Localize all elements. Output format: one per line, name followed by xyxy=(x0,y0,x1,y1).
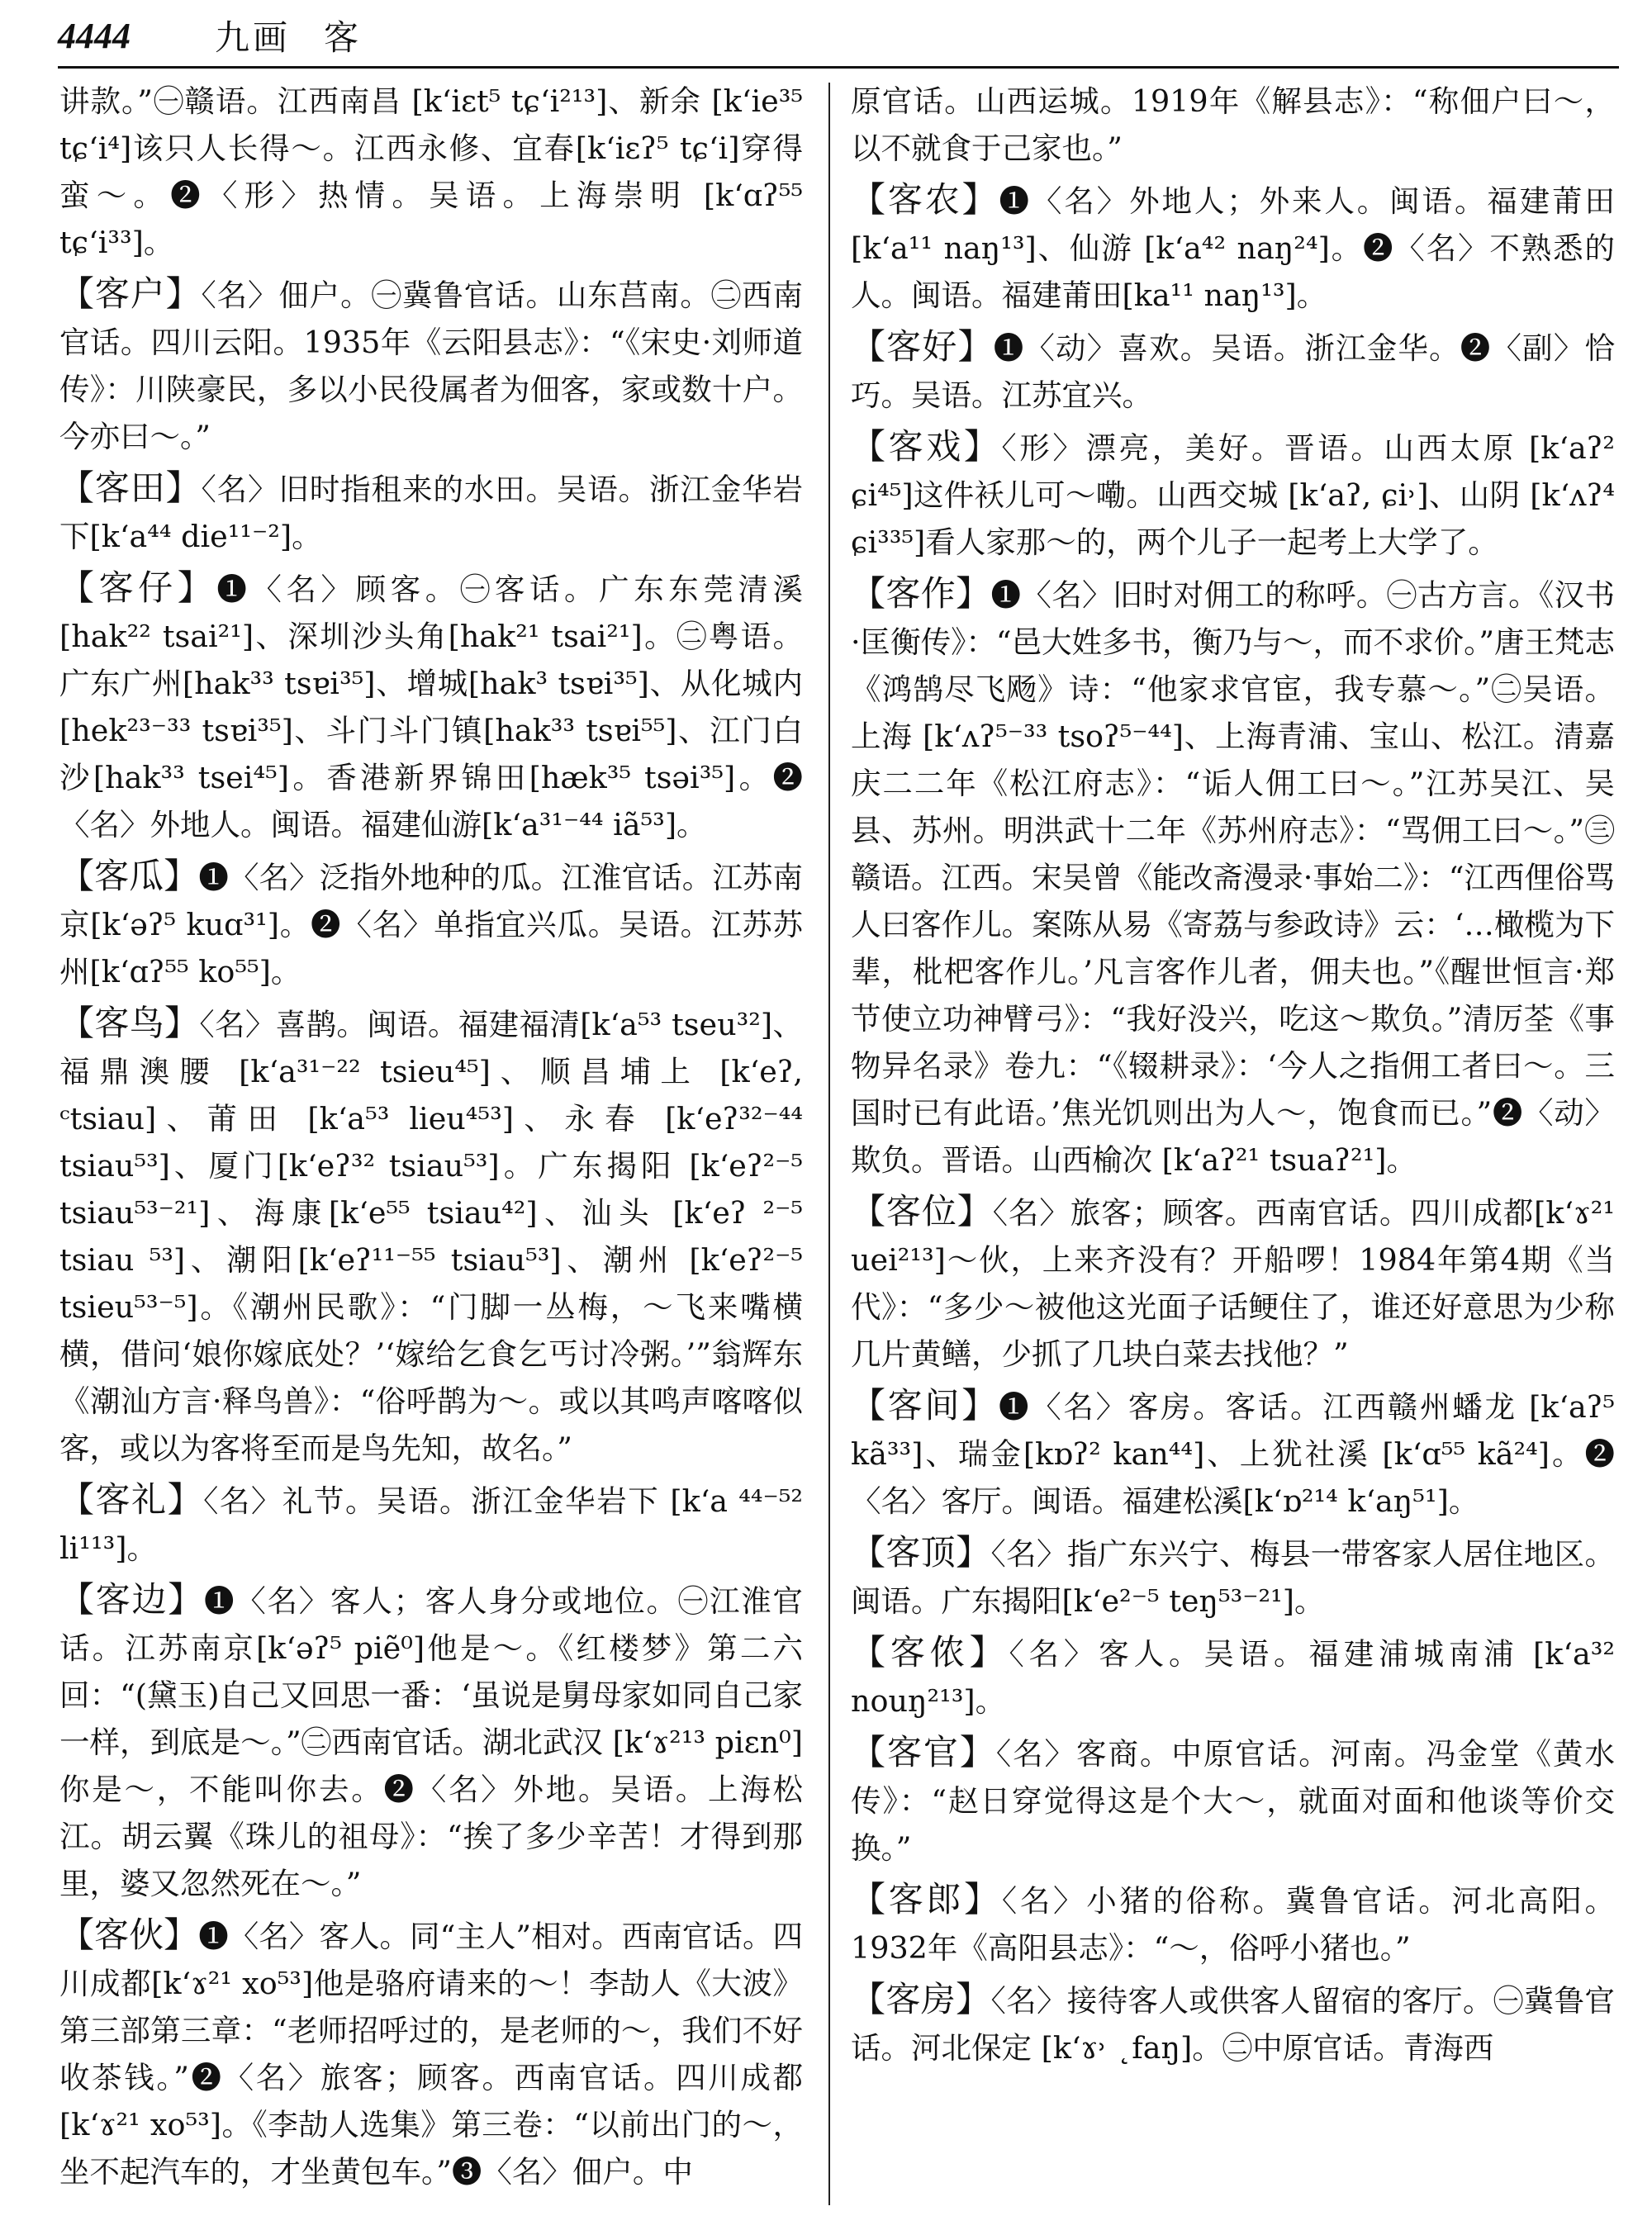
entry xyxy=(59,464,803,560)
entry xyxy=(59,1911,803,2195)
entry-text: ❶〈名〉客人；客人身分或地位。㊀江淮官话。江苏南京[k‘əʔ⁵ piẽ⁰]他是～。《红楼梦》第二六回：“(黛玉)自己又回思一番：‘虽说是舅母家如同自己家一样，到底是～。”㊁西南官话。湖北武汉 [k‘ɤ²¹³ piɛn⁰]你是～，不能叫你去。❷〈名〉外地。吴语。上海松江。胡云翼《珠儿的祖母》：“挨了多少辛苦！才得到那里，婆又忽然死在～。” xyxy=(59,1583,803,1901)
entry xyxy=(851,1382,1615,1525)
header-character: 客 xyxy=(324,17,359,58)
entry-text: ❶〈名〉顾客。㊀客话。广东东莞清溪 [hak²² tsai²¹]、深圳沙头角[hak²¹ tsai²¹]。㊁粤语。广东广州[hak³³ tsɐi³⁵]、增城[hak³ tsɐi³⁵]、从化城内[hek²³⁻³³ tsɐi³⁵]、斗门斗门镇[hak³³ tsɐi⁵⁵]、江门白沙[hak³³ tsei⁴⁵]。香港新界锦田[hæk³⁵ tsəi³⁵]。❷〈名〉外地人。闽语。福建仙游[k‘a³¹⁻⁴⁴ iã⁵³]。 xyxy=(59,572,803,842)
entry-headword: 【客礼】 xyxy=(59,1479,204,1520)
entry-headword: 【客房】 xyxy=(851,1979,991,2019)
right-column xyxy=(851,76,1615,2215)
entry-text: 〈名〉指广东兴宁、梅县一带客家人居住地区。闽语。广东揭阳[k‘e²⁻⁵ teŋ⁵³⁻²¹]。 xyxy=(851,1536,1615,1619)
entry-headword: 【客间】 xyxy=(851,1385,999,1426)
entry xyxy=(59,1576,803,1907)
entry-headword: 【客边】 xyxy=(59,1579,204,1620)
entry-headword: 【客瓜】 xyxy=(59,856,199,896)
entry-text: 〈名〉喜鹊。闽语。福建福清[k‘a⁵³ tseu³²]、福鼎澳腰 [k‘a³¹⁻²² tsieu⁴⁵]、顺昌埔上 [k‘eʔ, ᶜtsiau]、莆田 [k‘a⁵³ lieu⁴⁵³]、永春 [k‘eʔ³²⁻⁴⁴ tsiau⁵³]、厦门[k‘eʔ³² tsiau⁵³]。广东揭阳 [k‘eʔ²⁻⁵ tsiau⁵³⁻²¹]、海康[k‘e⁵⁵ tsiau⁴²]、汕头 [k‘eʔ ²⁻⁵ tsiau ⁵³]、潮阳[k‘eʔ¹¹⁻⁵⁵ tsiau⁵³]、潮州 [k‘eʔ²⁻⁵ tsieu⁵³⁻⁵]。《潮州民歌》：“门脚一丛梅，～飞来嘴横横，借问‘娘你嫁底处？’‘嫁给乞食乞丐讨冷粥。’”翁辉东《潮汕方言·释鸟兽》：“俗呼鹊为～。或以其鸣声喀喀似客，或以为客将至而是鸟先知，故名。” xyxy=(59,1007,803,1466)
entry xyxy=(851,323,1615,419)
entry-text: 〈名〉小猪的俗称。冀鲁官话。河北高阳。1932年《高阳县志》：“～，俗呼小猪也。” xyxy=(851,1883,1615,1966)
entry-text: 讲款。”㊀赣语。江西南昌 [k‘iɛt⁵ tɕ‘i²¹³]、新余 [k‘ie³⁵ tɕ‘i⁴]该只人长得～。江西永修、宜春[k‘iɛʔ⁵ tɕ‘i]穿得蛮～。❷〈形〉热情。吴语。上海崇明 [k‘ɑʔ⁵⁵ tɕ‘i³³]。 xyxy=(59,83,803,260)
entry-text: 〈名〉旧时指租来的水田。吴语。浙江金华岩下[k‘a⁴⁴ die¹¹⁻²]。 xyxy=(59,472,803,554)
entry xyxy=(851,1529,1615,1625)
entry xyxy=(59,76,803,266)
entry-headword: 【客田】 xyxy=(59,467,202,508)
left-column xyxy=(59,76,803,2215)
entry-headword: 【客作】 xyxy=(851,573,991,614)
entry-headword: 【客顶】 xyxy=(851,1532,991,1573)
entry-text: ❶〈名〉泛指外地种的瓜。江淮官话。江苏南京[k‘əʔ⁵ kuɑ³¹]。❷〈名〉单指宜兴瓜。吴语。江苏苏州[k‘ɑʔ⁵⁵ ko⁵⁵]。 xyxy=(59,860,803,989)
entry xyxy=(851,1876,1615,1971)
entry xyxy=(59,852,803,995)
entry-text: ❶〈名〉客人。同“主人”相对。西南官话。四川成都[k‘ɤ²¹ xo⁵³]他是骆府请来的～！李劼人《大波》第三部第三章：“老师招呼过的，是老师的～，我们不好收茶钱。”❷〈名〉旅客；顾客。西南官话。四川成都[k‘ɤ²¹ xo⁵³]。《李劼人选集》第三卷：“以前出门的～，坐不起汽车的，才坐黄包车。”❸〈名〉佃户。中 xyxy=(59,1919,803,2190)
entry-headword: 【客好】 xyxy=(851,326,994,367)
entry xyxy=(59,564,803,848)
entry-headword: 【客仔】 xyxy=(59,567,217,608)
entry xyxy=(59,270,803,460)
entry xyxy=(851,176,1615,319)
entry xyxy=(851,570,1615,1184)
entry-text: ❶〈动〉喜欢。吴语。浙江金华。❷〈副〉恰巧。吴语。江苏宜兴。 xyxy=(851,330,1615,413)
entry xyxy=(851,423,1615,566)
header-rule xyxy=(58,66,1619,69)
entry xyxy=(851,76,1615,172)
entry-text: ❶〈名〉旧时对佣工的称呼。㊀古方言。《汉书·匡衡传》：“邑大姓多书，衡乃与～，而不求价。”唐王梵志《鸿鹄尽飞飏》诗：“他家求官宦，我专慕～。”㊁吴语。上海 [k‘ʌʔ⁵⁻³³ tsoʔ⁵⁻⁴⁴]、上海青浦、宝山、松江。清嘉庆二二年《松江府志》：“诟人佣工曰～。”江苏吴江、吴县、苏州。明洪武十二年《苏州府志》：“骂佣工曰～。”㊂赣语。江西。宋吴曾《能改斋漫录·事始二》：“江西俚俗骂人曰客作儿。案陈从易《寄荔与参政诗》云：‘…橄榄为下辈，枇杷客作儿。’凡言客作儿者，佣夫也。”《醒世恒言·郑节使立功神臂弓》：“我好没兴，吃这～欺负。”清厉荃《事物异名录》卷九：“《辍耕录》：‘今人之指佣工者曰～。三国时已有此语。’焦光饥则出为人～，饱食而已。”❷〈动〉欺负。晋语。山西榆次 [k‘aʔ²¹ tsuaʔ²¹]。 xyxy=(851,577,1615,1178)
entry-headword: 【客官】 xyxy=(851,1732,996,1772)
entry-headword: 【客伙】 xyxy=(59,1914,199,1955)
entry-text: 〈名〉客人。吴语。福建浦城南浦 [k‘a³² nouŋ²¹³]。 xyxy=(851,1636,1615,1719)
entry-text: ❶〈名〉客房。客话。江西赣州蟠龙 [k‘aʔ⁵ kã³³]、瑞金[kɒʔ² kan⁴⁴]、上犹社溪 [k‘ɑ⁵⁵ kã²⁴]。❷〈名〉客厅。闽语。福建松溪[k‘ɒ²¹⁴ k‘aŋ⁵¹]。 xyxy=(851,1389,1615,1519)
entry xyxy=(851,1976,1615,2071)
entry xyxy=(851,1729,1615,1872)
entry-text: 〈形〉漂亮，美好。晋语。山西太原 [k‘aʔ² ɕi⁴⁵]这件袄儿可～嘞。山西交城 [k‘aʔ, ɕi˒]、山阴 [k‘ʌʔ⁴ ɕi³³⁵]看人家那～的，两个儿子一起考上大学了。 xyxy=(851,430,1615,560)
entry-text: 〈名〉接待客人或供客人留宿的客厅。㊀冀鲁官话。河北保定 [k‘ɤ˒ ˛faŋ]。㊁中原官话。青海西 xyxy=(851,1983,1615,2066)
entry xyxy=(59,999,803,1472)
page-number: 4444 xyxy=(58,15,131,56)
entry-headword: 【客侬】 xyxy=(851,1632,1009,1672)
entry-headword: 【客农】 xyxy=(851,179,999,220)
entry xyxy=(851,1629,1615,1725)
page-header xyxy=(58,7,1627,64)
entry-text: 〈名〉旅客；顾客。西南官话。四川成都[k‘ɤ²¹ uei²¹³]～伙，上来齐没有？开船啰！1984年第4期《当代》：“多少～被他这光面子话鲠住了，谁还好意思为少称几片黄鳝，少抓了几块白菜去找他？” xyxy=(851,1195,1615,1372)
entry-text: ❶〈名〉外地人；外来人。闽语。福建莆田[k‘a¹¹ naŋ¹³]、仙游 [k‘a⁴² naŋ²⁴]。❷〈名〉不熟悉的人。闽语。福建莆田[ka¹¹ naŋ¹³]。 xyxy=(851,183,1615,313)
column-divider xyxy=(828,83,830,2205)
entry xyxy=(59,1476,803,1572)
entry-headword: 【客鸟】 xyxy=(59,1003,200,1043)
section-label: 九画 xyxy=(215,17,292,58)
entry-headword: 【客戏】 xyxy=(851,426,1002,467)
entry-text: 〈名〉礼节。吴语。浙江金华岩下 [k‘a ⁴⁴⁻⁵² li¹¹³]。 xyxy=(59,1483,803,1566)
entry-headword: 【客位】 xyxy=(851,1191,993,1231)
entry xyxy=(851,1188,1615,1378)
entry-headword: 【客郎】 xyxy=(851,1879,1002,1919)
entry-text: 〈名〉佃户。㊀冀鲁官话。山东莒南。㊁西南官话。四川云阳。1935年《云阳县志》：“《宋史·刘师道传》：川陕豪民，多以小民役属者为佃客，家或数十户。今亦曰～。” xyxy=(59,278,803,454)
entry-headword: 【客户】 xyxy=(59,273,202,314)
entry-text: 原官话。山西运城。1919年《解县志》：“称佃户曰～，以不就食于己家也。” xyxy=(851,83,1615,166)
entry-text: 〈名〉客商。中原官话。河南。冯金堂《黄水传》：“赵日穿觉得这是个大～，就面对面和他谈等价交换。” xyxy=(851,1736,1615,1866)
